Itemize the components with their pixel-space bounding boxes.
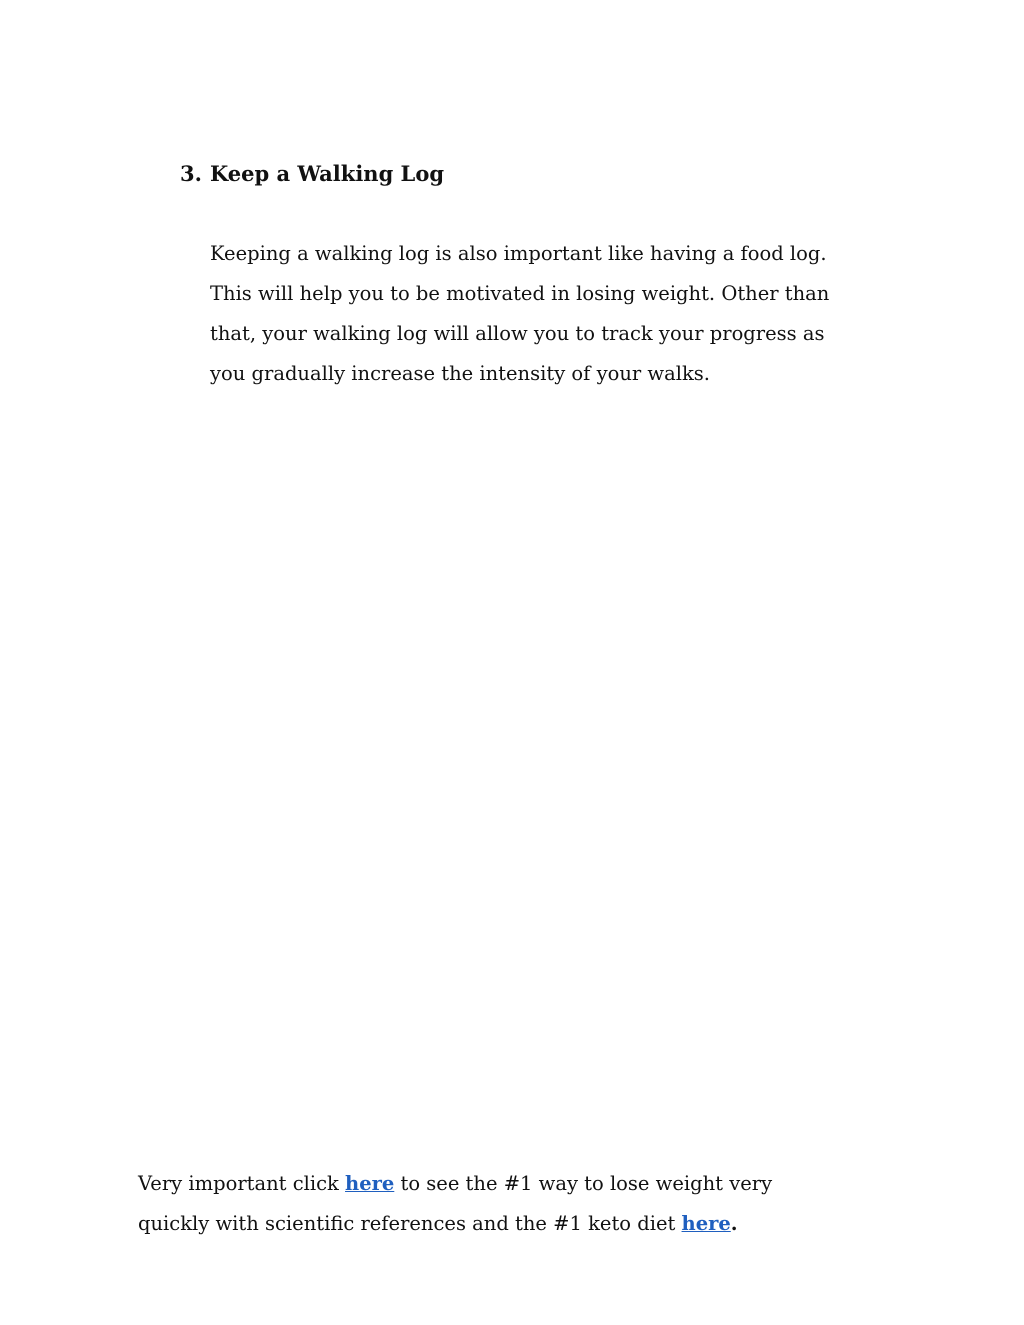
weight-loss-link[interactable]: here: [345, 1172, 395, 1195]
footer-note: [138, 1164, 898, 1244]
footer-text: Very important click: [138, 1172, 346, 1195]
section-heading: [180, 158, 444, 190]
paragraph-line: you gradually increase the intensity of your walks.: [210, 362, 710, 385]
paragraph-line: This will help you to be motivated in losing weight. Other than: [210, 282, 830, 305]
footer-period: .: [730, 1212, 738, 1235]
body-paragraph: [210, 234, 890, 394]
paragraph-line: Keeping a walking log is also important like having a food log.: [210, 242, 827, 265]
footer-text: quickly with scientific references and the #1 keto diet: [138, 1212, 682, 1235]
keto-diet-link[interactable]: here: [681, 1212, 731, 1235]
section-number: 3.: [180, 161, 202, 186]
paragraph-line: that, your walking log will allow you to track your progress as: [210, 322, 825, 345]
section-title: Keep a Walking Log: [210, 161, 445, 186]
footer-line-1: [138, 1164, 898, 1204]
footer-text: to see the #1 way to lose weight very: [394, 1172, 773, 1195]
footer-line-2: [138, 1204, 898, 1244]
